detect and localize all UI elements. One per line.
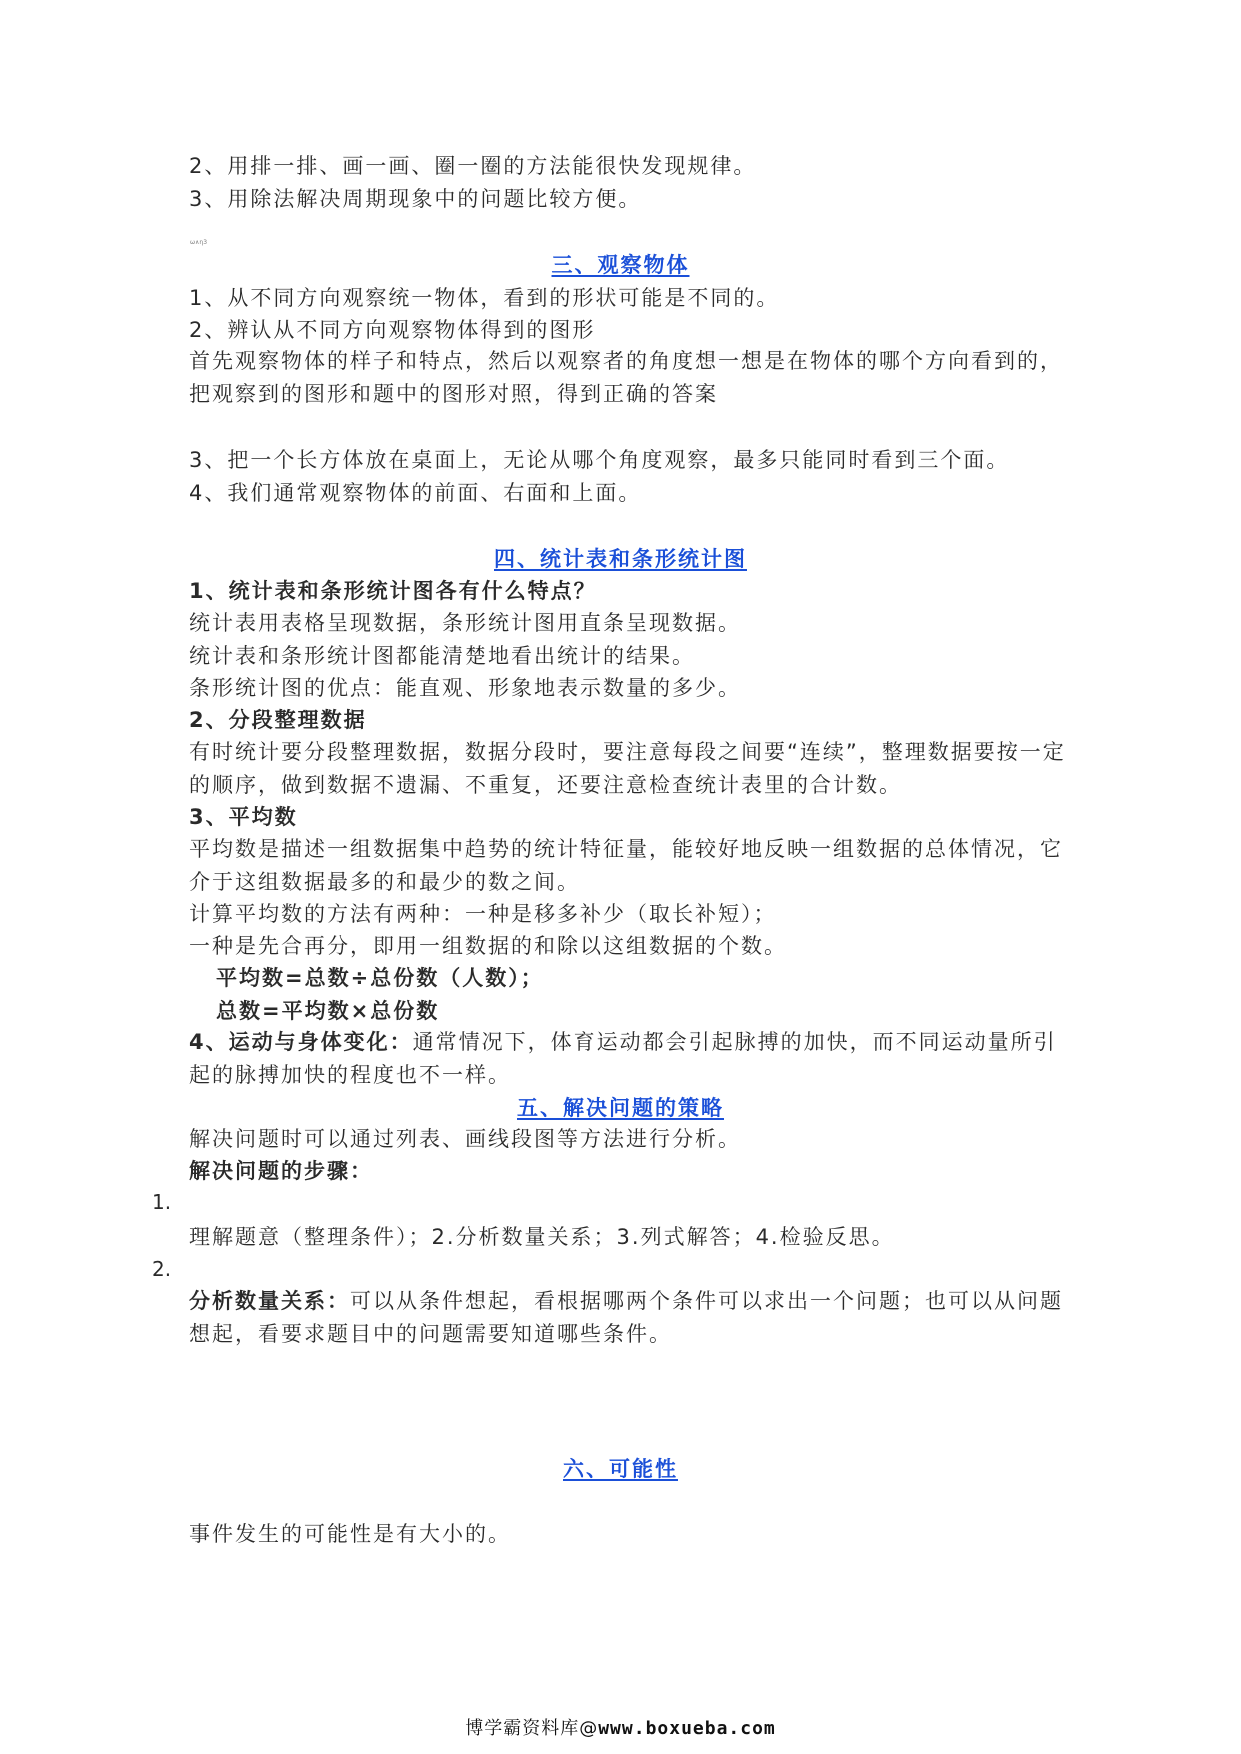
scan-artifact: ω∧η3 [190,239,208,246]
section4-q3-method1: 计算平均数的方法有两种：一种是移多补少（取长补短）； [189,902,777,926]
footer-site: www.boxueba.com [598,1718,776,1739]
section4-q1-line3: 条形统计图的优点：能直观、形象地表示数量的多少。 [189,676,741,700]
section2-item2: 2、用排一排、画一画、圈一圈的方法能很快发现规律。 [189,154,757,178]
section4-q2-description: 有时统计要分段整理数据，数据分段时，要注意每段之间要“连续”，整理数据要按一定的顺序，做到数据不遗漏、不重复，还要注意检查统计表里的合计数。 [189,740,1066,797]
section4-q4-title: 4、运动与身体变化： [189,1030,413,1054]
section4-q3-description: 平均数是描述一组数据集中趋势的统计特征量，能较好地反映一组数据的总体情况，它介于这组数据最多的和最少的数之间。 [189,837,1063,894]
section4-q3-method2: 一种是先合再分，即用一组数据的和除以这组数据的个数。 [189,934,787,958]
section5-analysis-title: 分析数量关系： [189,1289,350,1313]
section5-heading: 五、解决问题的策略 [517,1096,724,1120]
section3-item2: 2、辨认从不同方向观察物体得到的图形 [189,318,596,342]
footer-brand: 博学霸资料库@ [465,1718,599,1739]
section4-q4 [189,1026,1069,1092]
formula-total: 总数=平均数×总份数 [216,999,440,1023]
section5-steps-title: 解决问题的步骤： [189,1159,373,1183]
section3-item4: 4、我们通常观察物体的前面、右面和上面。 [189,481,642,505]
section2-item3: 3、用除法解决周期现象中的问题比较方便。 [189,187,642,211]
section5-steps-text: 理解题意（整理条件）；2.分析数量关系；3.列式解答；4.检验反思。 [189,1225,895,1249]
section4-q4-description: 通常情况下，体育运动都会引起脉搏的加快，而不同运动量所引起的脉搏加快的程度也不一样。 [189,1030,1057,1087]
section6-item1: 事件发生的可能性是有大小的。 [189,1522,511,1546]
page-footer [0,1717,1241,1741]
section4-q2-title: 2、分段整理数据 [189,708,367,732]
section4-q1-title: 1、统计表和条形统计图各有什么特点？ [189,579,597,603]
section5-analysis-description: 可以从条件想起，看根据哪两个条件可以求出一个问题；也可以从问题想起，看要求题目中的问题需要知道哪些条件。 [189,1289,1063,1346]
section4-q1-line2: 统计表和条形统计图都能清楚地看出统计的结果。 [189,644,695,668]
list-numeral-1: 1. [152,1190,172,1214]
section4-q3-title: 3、平均数 [189,805,298,829]
formula-average: 平均数=总数÷总份数（人数）； [216,966,544,990]
section3-item2-description: 首先观察物体的样子和特点，然后以观察者的角度想一想是在物体的哪个方向看到的，把观察到的图形和题中的图形对照，得到正确的答案 [189,349,1063,406]
list-numeral-2: 2. [152,1257,172,1281]
section4-heading: 四、统计表和条形统计图 [494,547,747,571]
section3-item1: 1、从不同方向观察统一物体，看到的形状可能是不同的。 [189,286,780,310]
section3-item3: 3、把一个长方体放在桌面上，无论从哪个角度观察，最多只能同时看到三个面。 [189,448,1010,472]
section5-intro: 解决问题时可以通过列表、画线段图等方法进行分析。 [189,1127,741,1151]
section4-q1-line1: 统计表用表格呈现数据，条形统计图用直条呈现数据。 [189,611,741,635]
section3-heading: 三、观察物体 [551,253,690,277]
section6-heading: 六、可能性 [563,1457,678,1481]
section5-analysis [189,1285,1069,1351]
